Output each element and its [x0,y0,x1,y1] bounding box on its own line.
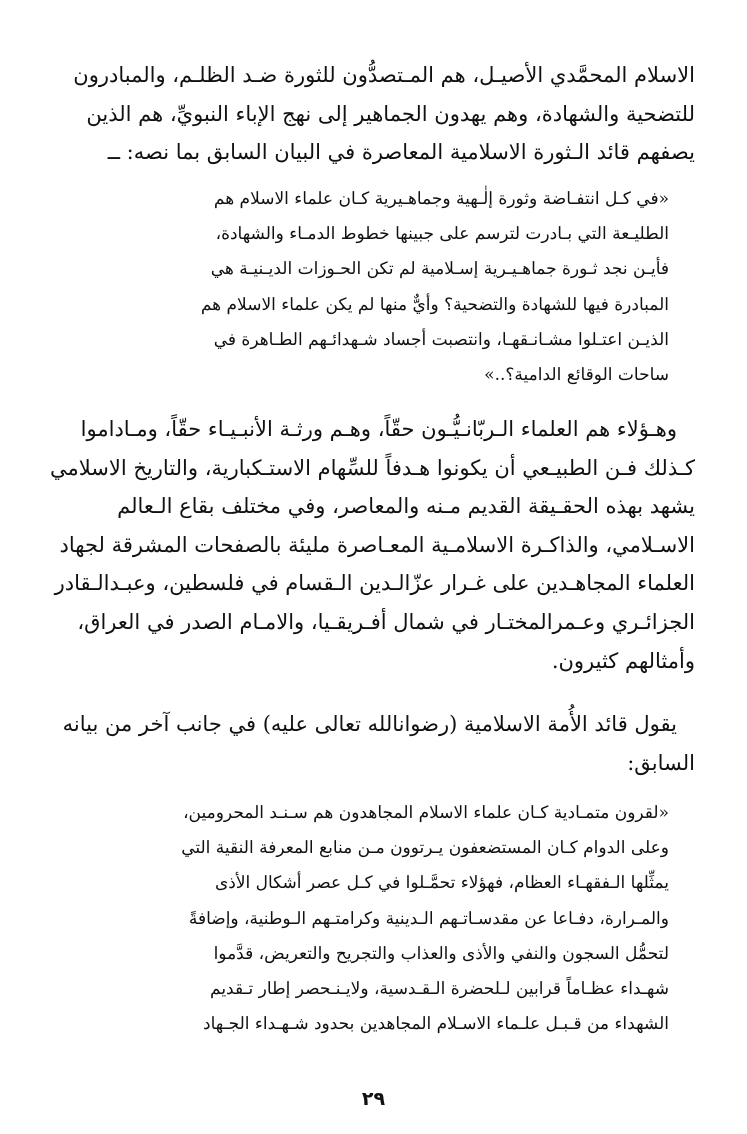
quote-2-line: والمـرارة، دفـاعا عن مقدسـاتـهم الـدينية وكرامتـهم الـوطنية، وإضافةً [188,908,669,929]
paragraph-2-line: ومـاداموا كـذلك فـن الطبيـعي أن يكونوا هـدفاً للسِّهام الاستـكبارية، [80,417,695,480]
quote-2-line: «لقرون متمـادية كـان علماء الاسلام المجاهدون هم سـنـد المحرومين، [183,803,669,823]
paragraph-1-line: يصفهم قائد الـثورة الاسلامية المعاصرة في البيان السابق بما نصه: ــ [107,140,695,165]
quote-2-line: وعلى الدوام كـان المستضعفون يـرتوون مـن منابع المعرفة النقية التي [181,838,669,859]
quote-1-line: «في كـل انتفـاضة وثورة إلٰـهية وجماهـيرية كـان علماء الاسلام هم [213,189,669,209]
quote-block-2 [50,796,695,1042]
quote-2-line: لتحمُّل السجون والنفي والأذى والعذاب والتجريح والتعريض، قدَّموا [213,943,669,964]
quote-2-line: الشهداء من قـبـل علـماء الاسـلام المجاهدين بحدود شـهـداء الجـهاد [203,1014,669,1035]
quote-2-line: شهـداء عظـاماً قرابين لـلحضرة الـقـدسية، ولايـنـحصر إطار تـقديم [210,979,669,1000]
paragraph-1-line: الاسلام المحمَّدي الأصيـل، هم المـتصدُّون للثورة ضـد الظلـم، والمبادرون [73,63,695,87]
quote-block-1 [50,182,695,393]
quote-1-line: الطليـعة التي بـادرت لترسم على جبينها خطوط الدمـاء والشهادة، [215,224,669,245]
quote-1-line: الذيـن اعتـلوا مشـانـقهـا، وانتصبت أجساد شـهدائـهم الطـاهرة في [213,329,669,350]
quote-1-line: فأيـن نجد ثـورة جماهـيـرية إسـلامية لم تكن الحـوزات الديـنيـة هي [210,259,669,280]
quote-1-line: ساحات الوقائع الدامية؟..» [484,365,669,386]
paragraph-2-line: بقاع الـعالم الاسـلامي، والذاكـرة الاسلامـية المعـاصرة مليئة بالصفحات [117,494,695,557]
paragraph-3-line: من بيانه السابق: [62,712,695,775]
paragraph-3 [50,705,695,782]
paragraph-2-line: وعبـدالـقادر الجزائـري وعـمرالمختـار في شمال أفـريقـيا، والامـام الصدر في [54,571,695,634]
paragraph-2-line: والتاريخ الاسلامي يشهد بهذه الحقـيقة القديم مـنه والمعاصر، وفي مختلف [50,455,695,519]
paragraph-3-line: يقول قائد الأُمة الاسلامية (رضوانالله تعالى عليه) في جانب آخر [138,712,677,736]
paragraph-1-line: للتضحية والشهادة، وهم يهدون الجماهير إلى نهج الإباء النبويِّ، هم الذين [86,101,695,126]
paragraph-2 [50,410,695,680]
paragraph-2-line: المشرقة لجهاد العلماء المجاهـدين على غـرار عزّالـدين الـقسام في فلسطين، [59,532,695,596]
paragraph-1 [50,56,695,172]
quote-1-line: المبادرة فيها للشهادة والتضحية؟ وأيٌّ منها لم يكن علماء الاسلام هم [200,294,669,315]
paragraph-2-line: وهـؤلاء هم العلماء الـربّانـيُّـون حقّاً، وهـم ورثـة الأنبـيـاء حقّاً، [164,417,677,441]
paragraph-2-line: العراق، وأمثالهم كثيرون. [77,609,695,673]
page-number: ٢٩ [361,1088,386,1110]
quote-2-line: يمثِّلها الـفقهـاء العظام، فهؤلاء تحمَّـلوا في كـل عصر أشكال الأذى [214,873,669,894]
